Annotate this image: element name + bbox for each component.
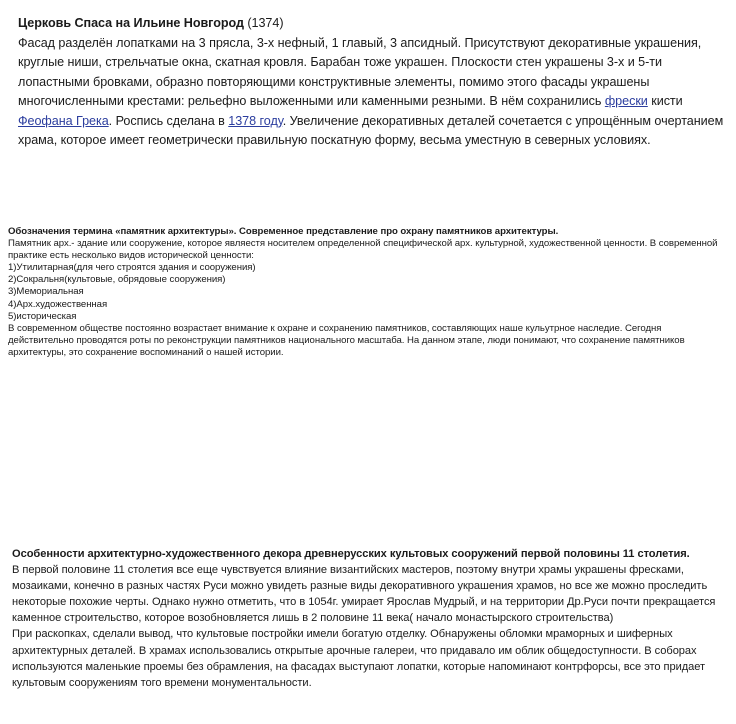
decor-heading: Особенности архитектурно-художественного декора древнерусских культовых сооружений первой половины 11 столетия. [12, 548, 690, 560]
church-text-a: Фасад разделён лопатками на 3 прясла, 3-х нефный, 1 главый, 3 апсидный. Присутствуют декоративные украшения, круглые ниши, стрельчатые окна, скатная кровля. Барабан тоже украшен. Плоскости стен украшены 3-х и 5-ти лопастными бровками, образно повторяющими конструктивные элементы, помимо этого фасады украшены многочисленными крестами: рельефно выложенными или каменными резными. В нём сохранились [18, 35, 702, 108]
feofan-grek-link[interactable]: Феофана Грека [18, 113, 109, 128]
value-type-item: 2)Сокральня(культовые, обрядовые сооружения) [8, 274, 226, 286]
monument-definition-section [8, 226, 728, 359]
monument-closing: В современном обществе постоянно возрастает внимание к охране и сохранению памятников, составляющих наше кульутрное наследие. Сегодня действительно проводятся роты по реконструкции памятников национального масштаба. На данном этапе, люди понимают, что сохранение памятников архитектуры, это сохранение воспоминаний о нашей истории. [8, 322, 685, 358]
church-text-b: кисти [647, 94, 683, 108]
church-text-d: . Увеличение декоративных деталей сочетается с упрощённым очертанием храма, которое имеет геометрически правильную поскатную форму, весьма уместную в северных условиях. [18, 113, 724, 147]
church-year: (1374) [243, 16, 284, 30]
value-type-item: 3)Мемориальная [8, 286, 84, 298]
monument-heading: Обозначения термина «памятник архитектуры». Современное представление про охрану памятников архитектуры. [8, 226, 559, 237]
decor-features-section [12, 546, 718, 691]
value-type-item: 4)Арх.художественная [8, 298, 108, 310]
decor-paragraph-2: При раскопках, сделали вывод, что культовые постройки имели богатую отделку. Обнаружены обломки мраморных и шиферных архитектурных деталей. В храмах использовались открытые арочные галереи, что придавало им облик общедоступности. В соборах используются маленькие проемы без обрамления, на фасадах выступают лопатки, которые напоминают контрфорсы, все это придает культовым сооружениям того времени монументальности. [12, 628, 706, 689]
decor-paragraph-1: В первой половине 11 столетия все еще чувствуется влияние византийских мастеров, поэтому внутри храмы украшены фресками, мозаиками, конечно в разных частях Руси можно увидеть разные виды декоративного украшения храмов, но все же можно проследить некоторые похожие черты. Однако нужно отметить, что в 1054г. умирает Ярослав Мудрый, и на территории Др.Руси почти прекращается каменное строительство, которое возобновляется лишь в 2 половине 11 века( начало монастырского строительства) [12, 564, 716, 625]
church-name: Церковь Спаса на Ильине Новгород [18, 16, 244, 30]
frescoes-link[interactable]: фрески [604, 94, 648, 108]
church-description-section [18, 14, 730, 151]
year-1378-link[interactable]: 1378 году [228, 113, 283, 128]
value-type-item: 5)историческая [8, 310, 77, 322]
church-text-c: . Роспись сделана в [108, 113, 229, 128]
church-description [18, 34, 730, 151]
monument-intro: Памятник арх.- здание или сооружение, которое являестя носителем определенной специфической арх. культурной, художественной ценности. В современной практике есть несколько видов исторической ценности: [8, 238, 718, 262]
value-type-item: 1)Утилитарная(для чего строятся здания и сооружения) [8, 262, 256, 274]
church-title [18, 14, 730, 34]
